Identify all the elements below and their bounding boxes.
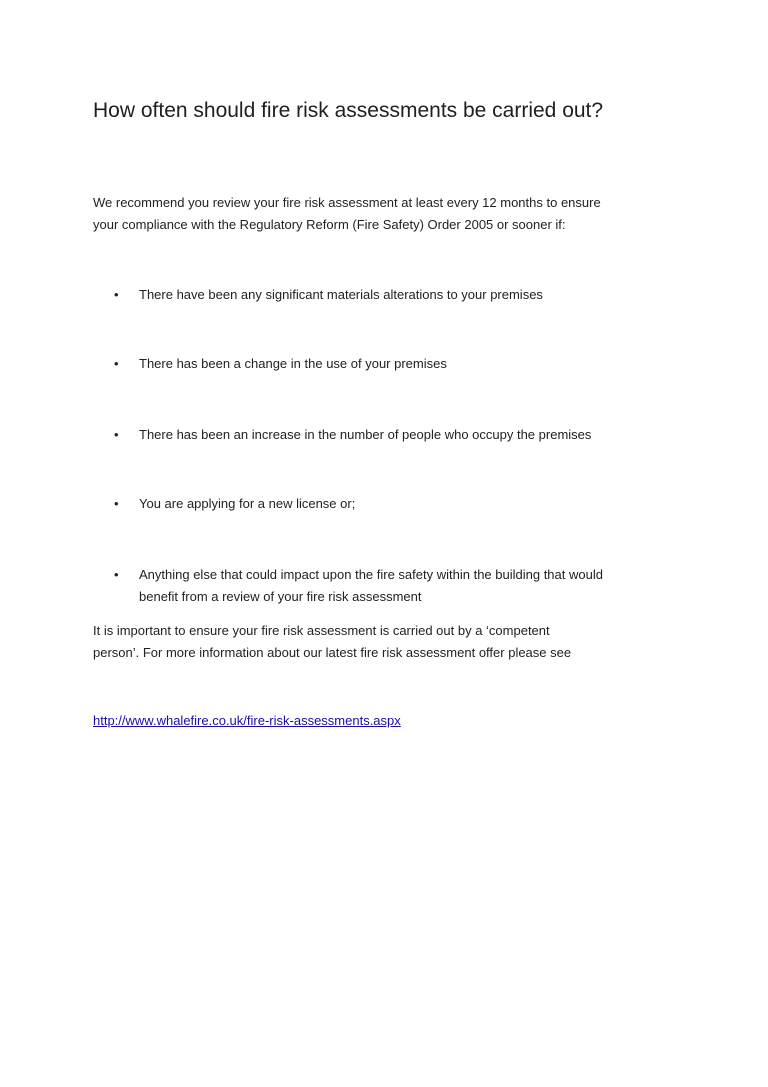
bullet-icon: • <box>114 567 119 582</box>
bullet-icon: • <box>114 496 119 511</box>
intro-line: We recommend you review your fire risk assessment at least every 12 months to ensure <box>93 195 601 210</box>
bullet-icon: • <box>114 287 119 302</box>
list-item-line: There has been an increase in the number of people who occupy the premises <box>139 427 592 442</box>
closing-line: It is important to ensure your fire risk assessment is carried out by a ‘competent <box>93 623 550 638</box>
bullet-icon: • <box>114 427 119 442</box>
list-item-text <box>139 284 694 306</box>
list-item-line: You are applying for a new license or; <box>139 496 356 511</box>
list-item-text <box>139 353 694 375</box>
list-item-text <box>139 493 694 515</box>
closing-paragraph <box>93 620 683 664</box>
list-item-line: There have been any significant materials alterations to your premises <box>139 287 543 302</box>
intro-paragraph <box>93 192 683 236</box>
list-item-text <box>139 564 694 608</box>
list-item-line: benefit from a review of your fire risk assessment <box>139 589 422 604</box>
closing-line: person’. For more information about our latest fire risk assessment offer please see <box>93 645 572 660</box>
list-item-line: Anything else that could impact upon the fire safety within the building that would <box>139 567 603 582</box>
fire-risk-assessments-link[interactable]: http://www.whalefire.co.uk/fire-risk-assessments.aspx <box>93 713 401 728</box>
bullet-icon: • <box>114 356 119 371</box>
list-item-text <box>139 424 694 446</box>
page-title: How often should fire risk assessments be carried out? <box>93 99 604 122</box>
intro-line: your compliance with the Regulatory Reform (Fire Safety) Order 2005 or sooner if: <box>93 217 566 232</box>
list-item-line: There has been a change in the use of your premises <box>139 356 447 371</box>
